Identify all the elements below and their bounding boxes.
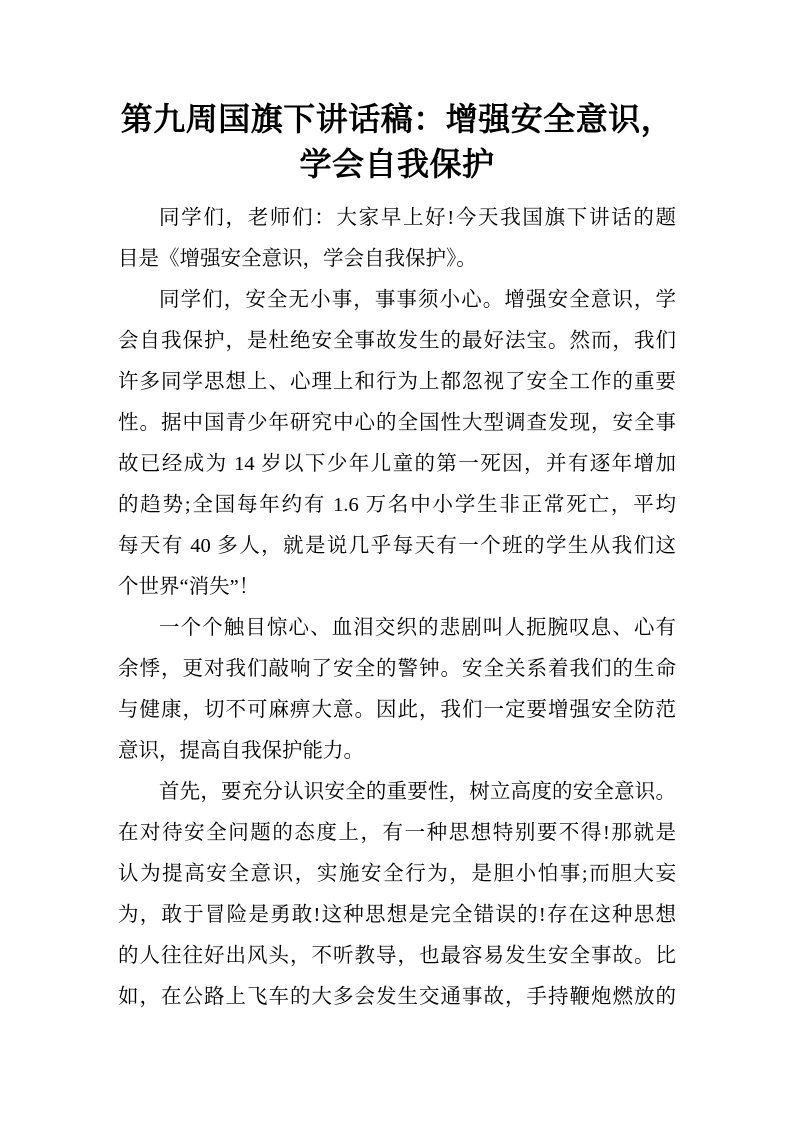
text-line: 余悸，更对我们敲响了安全的警钟。安全关系着我们的生命 <box>118 658 676 680</box>
document-title-line-1: 第九周国旗下讲话稿：增强安全意识， <box>120 101 674 137</box>
text-line: 每天有 40 多人，就是说几乎每天有一个班的学生从我们这 <box>118 535 676 557</box>
text-line: 同学们，老师们：大家早上好!今天我国旗下讲话的题 <box>159 207 676 229</box>
paragraph <box>118 608 676 772</box>
text-line: 个世界“消失”！ <box>118 576 260 598</box>
document-title <box>118 97 676 187</box>
text-line: 会自我保护，是杜绝安全事故发生的最好法宝。然而，我们 <box>118 330 676 352</box>
text-line: 认为提高安全意识，实施安全行为，是胆小怕事;而胆大妄 <box>118 863 676 885</box>
text-line: 许多同学思想上、心理上和行为上都忽视了安全工作的重要 <box>118 371 676 393</box>
text-line: 目是《增强安全意识，学会自我保护》。 <box>118 248 477 270</box>
text-line: 在对待安全问题的态度上，有一种思想特别要不得!那就是 <box>118 822 676 844</box>
text-line: 故已经成为 14 岁以下少年儿童的第一死因，并有逐年增加 <box>118 453 676 475</box>
text-line: 如，在公路上飞车的大多会发生交通事故，手持鞭炮燃放的 <box>118 986 676 1008</box>
text-line: 同学们，安全无小事，事事须小心。增强安全意识，学 <box>159 289 676 311</box>
text-line: 的人往往好出风头，不听教导，也最容易发生安全事故。比 <box>118 945 676 967</box>
text-line: 为，敢于冒险是勇敢!这种思想是完全错误的!存在这种思想 <box>118 904 676 926</box>
text-line: 首先，要充分认识安全的重要性，树立高度的安全意识。 <box>159 781 676 803</box>
text-line: 意识，提高自我保护能力。 <box>118 740 364 762</box>
text-line: 的趋势;全国每年约有 1.6 万名中小学生非正常死亡，平均 <box>118 494 676 516</box>
text-line: 性。据中国青少年研究中心的全国性大型调查发现，安全事 <box>118 412 676 434</box>
document-title-line-2: 学会自我保护 <box>299 146 495 182</box>
paragraph <box>118 772 676 1018</box>
text-line: 与健康，切不可麻痹大意。因此，我们一定要增强安全防范 <box>118 699 676 721</box>
text-line: 一个个触目惊心、血泪交织的悲剧叫人扼腕叹息、心有 <box>159 617 676 639</box>
paragraph <box>118 280 676 608</box>
document-body <box>118 198 676 1018</box>
paragraph <box>118 198 676 280</box>
